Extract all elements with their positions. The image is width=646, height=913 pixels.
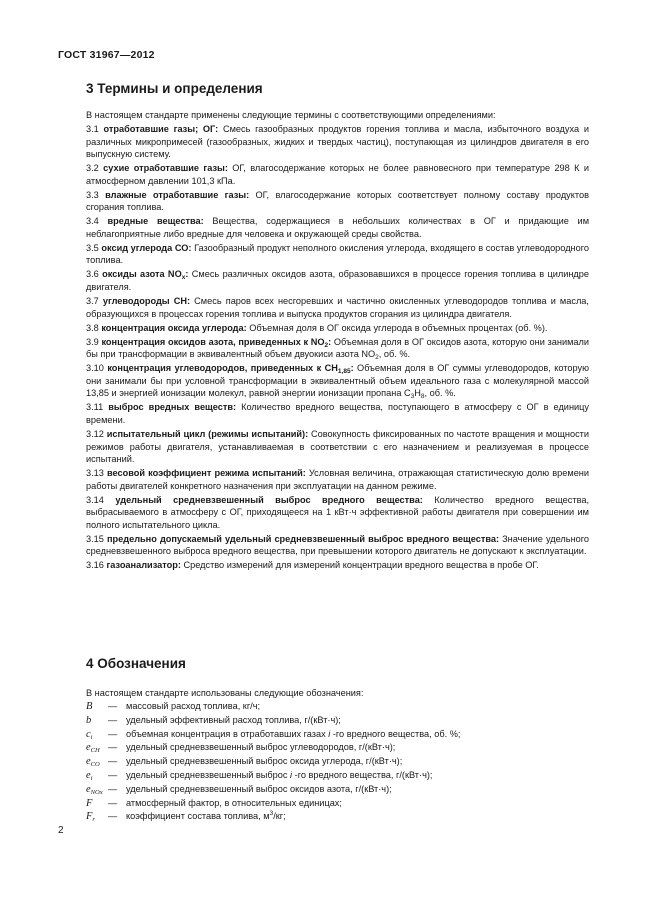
term-name: оксиды азота $NO_x$: — [102, 269, 189, 282]
term-3-16: 3.16 газоанализатор: Средство измерений для измерений концентрации вредного вещества в пробе ОГ. — [86, 560, 539, 571]
symbol-row — [86, 755, 589, 769]
section-3-heading: 3 Термины и определения — [86, 81, 263, 96]
term-name: углеводороды СН: — [102, 296, 191, 307]
term-name: предельно допускаемый удельный средневзвешенный выброс вредного вещества: — [106, 533, 500, 544]
symbol-row — [86, 714, 589, 728]
symbol: $e_{CH}$ — [86, 742, 100, 755]
terms-list — [86, 123, 589, 574]
term-3-14: 3.14 удельный средневзвешенный выброс вредного вещества: Количество вредного вещества, выбрасываемого в атмосферу с ОГ, приходящееся на 1 кВт·ч эффективной работы двигателя при совершении им полного испытательного цикла. — [86, 494, 590, 530]
symbol-description: удельный средневзвешенный выброс углеводородов, г/(кВт·ч); — [126, 742, 396, 753]
term-name: газоанализатор: — [106, 560, 181, 571]
symbol-description: массовый расход топлива, кг/ч; — [126, 701, 261, 711]
standard-code: ГОСТ 31967—2012 — [58, 49, 155, 61]
term-name: сухие отработавшие газы: — [103, 163, 228, 174]
term-3-1: 3.1 отработавшие газы; ОГ: Смесь газообразных продуктов горения топлива и масла, избыточного воздуха и различных микропримесей (газообразных, жидких и твердых частиц), поступающая из цилиндров двигателя в его выпускную систему. — [86, 124, 589, 159]
term-name: выброс вредных веществ: — [108, 402, 237, 413]
term-name: концентрация оксидов азота, приведенных к $NO_2$: — [101, 336, 332, 349]
term-name: удельный средневзвешенный выброс вредного вещества: — [115, 494, 423, 505]
symbol: $F_r$ — [86, 811, 95, 824]
dash: — — [108, 756, 118, 767]
dash: — — [108, 742, 118, 753]
term-3-4: 3.4 вредные вещества: Вещества, содержащиеся в небольших количествах в ОГ и придающие им неблагоприятные либо вредные для человека и окружающей среды свойства. — [86, 216, 590, 239]
dash: — — [108, 811, 118, 822]
symbol-description: атмосферный фактор, в относительных единицах; — [126, 797, 342, 808]
term-name: вредные вещества: — [107, 216, 204, 227]
symbol-row — [86, 700, 589, 714]
symbols-list — [86, 700, 589, 824]
symbol: $e_i$ — [86, 769, 93, 782]
symbol-row — [86, 783, 589, 797]
symbol-description: удельный эффективный расход топлива, г/(кВт·ч); — [126, 714, 341, 725]
term-name: испытательный цикл (режимы испытаний): — [106, 429, 309, 440]
term-3-5: 3.5 оксид углерода СО: Газообразный продукт неполного окисления углерода, входящего в состав углеводородного топлива. — [86, 242, 590, 266]
term-3-11: 3.11 выброс вредных веществ: Количество вредного вещества, поступающего в атмосферу с ОГ в единицу времени. — [86, 402, 590, 425]
term-3-13: 3.13 весовой коэффициент режима испытаний: Условная величина, отражающая статистическую долю времени работы двигателей конкретного назначения при эксплуатации на данном режиме. — [86, 468, 590, 491]
symbol-row — [86, 741, 589, 755]
symbol-description: удельный средневзвешенный выброс оксида углерода, г/(кВт·ч); — [126, 756, 403, 767]
symbol-description: коэффициент состава топлива, $м^3/кг$; — [126, 810, 286, 822]
symbol-row — [86, 769, 589, 783]
symbol: F — [86, 797, 93, 809]
term-name: оксид углерода СО: — [101, 242, 192, 253]
term-3-7: 3.7 углеводороды СН: Смесь паров всех несгоревших и частично окисленных углеводородов топлива и масла, образующихся в процессах горения топлива и выпуска продуктов сгорания из цилиндра двигателя. — [86, 296, 589, 319]
term-3-8: 3.8 концентрация оксида углерода: Объемная доля в ОГ оксида углерода в объемных процентах (об. %). — [86, 322, 548, 333]
dash: — — [108, 728, 118, 739]
term-3-6: 3.6 оксиды азота $NO_x$: Смесь различных оксидов азота, образовавшихся в процессе горения топлива в цилиндре двигателя. — [86, 269, 589, 292]
dash: — — [108, 783, 118, 794]
section-4-intro: В настоящем стандарте использованы следующие обозначения: — [86, 688, 364, 698]
term-name: весовой коэффициент режима испытаний: — [107, 468, 306, 479]
term-3-9: 3.9 концентрация оксидов азота, приведенных к $NO_2$: Объемная доля в ОГ оксидов азота, которую они занимали бы при трансформации в эквивалентный объем двуокиси азота $NO_2$, об. %. — [86, 336, 589, 362]
term-name: концентрация оксида углерода: — [101, 322, 247, 333]
section-3-intro: В настоящем стандарте применены следующие термины с соответствующими определениями: — [86, 110, 496, 120]
symbol: B — [86, 701, 93, 712]
page-number: 2 — [58, 825, 64, 836]
term-name: концентрация углеводородов, приведенных к $СН_{1,85}$: — [107, 363, 354, 376]
term-3-12: 3.12 испытательный цикл (режимы испытаний): Совокупность фиксированных по частоте вращения и мощности режимов работы двигателя, устанавливаемая в соответствии с его назначением и реализуемая в процессе испытаний. — [86, 429, 589, 465]
symbol-row — [86, 728, 589, 742]
term-3-3: 3.3 влажные отработавшие газы: ОГ, влагосодержание которых соответствует полному составу продуктов сгорания топлива. — [86, 189, 589, 213]
symbol-row — [86, 797, 589, 811]
dash: — — [108, 701, 118, 711]
dash: — — [108, 769, 118, 780]
term-3-10: 3.10 концентрация углеводородов, приведенных к $СН_{1,85}$: Объемная доля в ОГ суммы углеводородов, которую они занимали бы при условной трансформации в эквивалентный объем идеального газа с молекулярной массой 13,85 и энергией ионизации молекул, равной энергии ионизации пропана $С_3Н_8$, об. %. — [86, 363, 589, 401]
symbol: b — [86, 714, 92, 726]
symbol-description: удельный средневзвешенный выброс i -го вредного вещества, г/(кВт·ч); — [126, 769, 433, 780]
symbol: $e_{CO}$ — [86, 756, 100, 769]
section-4-heading: 4 Обозначения — [86, 656, 186, 671]
symbol-description: объемная концентрация в отработавших газах i -го вредного вещества, об. %; — [126, 728, 461, 739]
symbol-description: удельный средневзвешенный выброс оксидов азота, г/(кВт·ч); — [126, 783, 392, 794]
symbol: $c_i$ — [86, 728, 93, 741]
symbol: $e_{NOx}$ — [86, 783, 103, 796]
symbol-row — [86, 810, 589, 824]
term-name: отработавшие газы; ОГ: — [103, 124, 219, 134]
dash: — — [108, 797, 118, 808]
term-3-2: 3.2 сухие отработавшие газы: ОГ, влагосодержание которых не более равновесного при температуре 298 К и атмосферном давлении 101,3 кПа. — [86, 163, 589, 186]
dash: — — [108, 714, 118, 725]
term-name: влажные отработавшие газы: — [105, 189, 250, 200]
term-3-15: 3.15 предельно допускаемый удельный средневзвешенный выброс вредного вещества: Значение удельного средневзвешенного выброса вредного вещества, при превышении которого двигатель не допускают к эксплуатации. — [86, 533, 590, 557]
